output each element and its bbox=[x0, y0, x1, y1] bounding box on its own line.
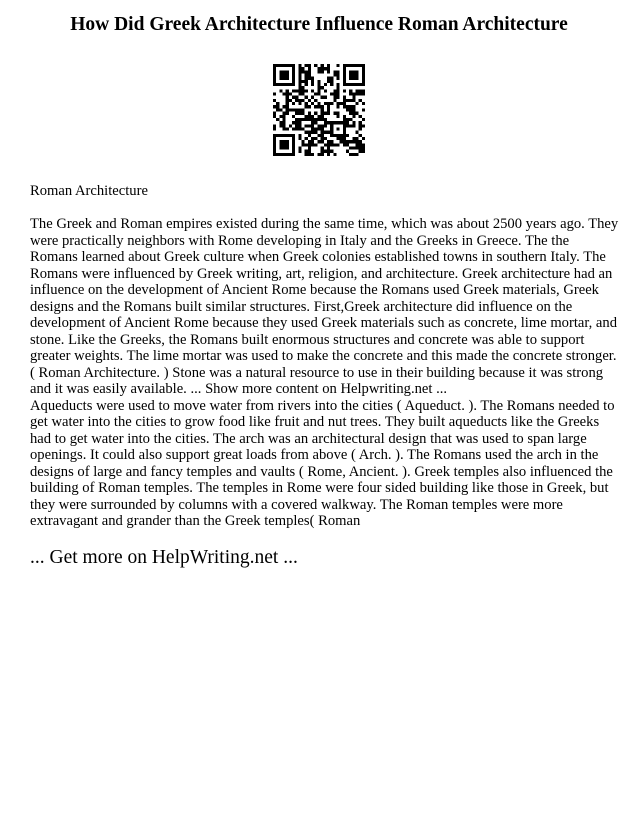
get-more-link[interactable]: ... Get more on HelpWriting.net ... bbox=[30, 547, 298, 568]
paragraph: Aqueducts were used to move water from rivers into the cities ( Aqueduct. ). The Romans needed to get water into the cities to grow food like fruit and nut trees. They built aqueducts like the Greeks had to get water into the cities. The arch was an architectural design that was used to span large openings. It could also support great loads from above ( Arch. ). The Romans used the arch in the designs of large and fancy temples and vaults ( Rome, Ancient. ). Greek temples also influenced the building of Roman temples. The temples in Rome were four sided building like those in Greek, but they were surrounded by columns with a covered walkway. The Roman temples were more extravagant and grander than the Greek temples( Roman bbox=[30, 397, 615, 529]
document-title: How Did Greek Architecture Influence Roman Architecture bbox=[70, 14, 568, 35]
section-heading: Roman Architecture bbox=[30, 183, 148, 199]
body-text bbox=[30, 216, 620, 530]
paragraph: The Greek and Roman empires existed during the same time, which was about 2500 years ago. They were practically neighbors with Rome developing in Italy and the Greeks in Greece. The the Romans learned about Greek culture when Greek colonies established towns in southern Italy. The Romans were influenced by Greek writing, art, religion, and architecture. Greek architecture had an influence on the development of Ancient Rome because the Romans used Greek materials, Greek designs and the Romans built similar structures. First,Greek architecture did influence on the development of Ancient Rome because they used Greek materials such as concrete, lime mortar, and stone. Like the Greeks, the Romans built enormous structures and concrete was able to support greater weights. The lime mortar was used to make the concrete and this made the concrete stronger.( Roman Architecture. ) Stone was a natural resource to use in their building because it was strong and it was easily available. ... Show more content on Helpwriting.net ... bbox=[30, 216, 619, 397]
qr-code-icon bbox=[273, 64, 365, 156]
